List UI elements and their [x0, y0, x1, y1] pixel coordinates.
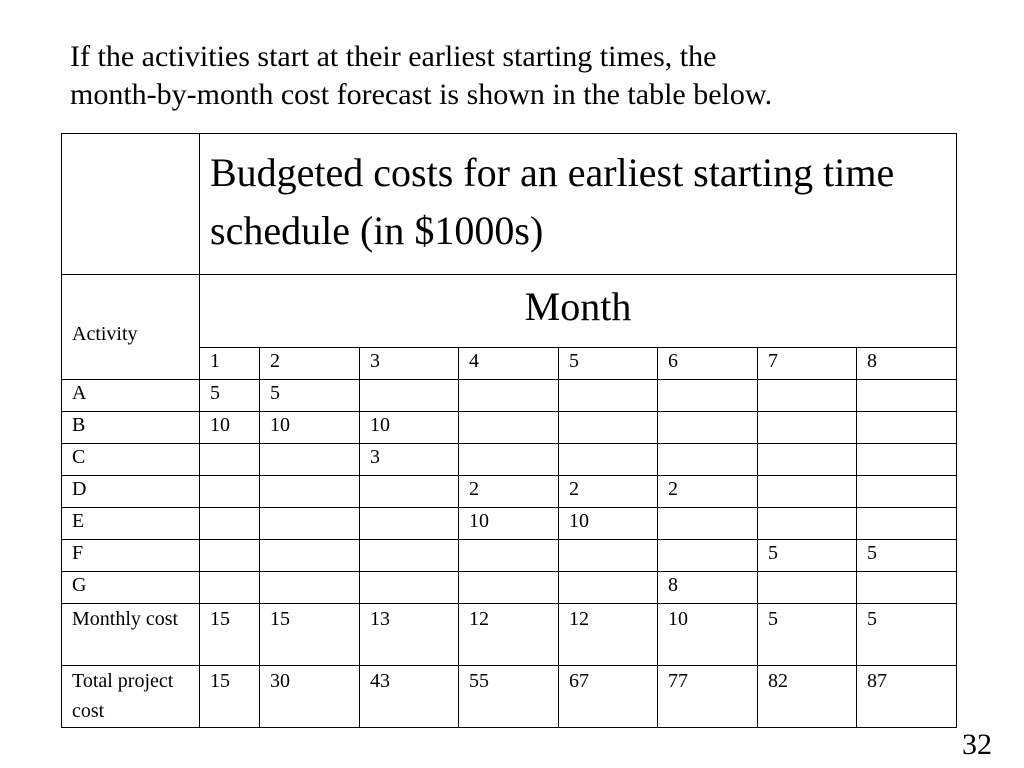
- row-label: G: [62, 572, 200, 604]
- cost-cell: [459, 540, 559, 572]
- cost-cell: 43: [360, 666, 459, 728]
- cost-cell: [758, 412, 857, 444]
- cost-cell: [260, 508, 360, 540]
- intro-line-2: month-by-month cost forecast is shown in the table below.: [70, 78, 773, 111]
- row-label: Total project cost: [62, 666, 200, 728]
- month-header-row: [62, 275, 957, 348]
- cost-cell: [260, 572, 360, 604]
- month-number: 5: [559, 348, 658, 380]
- row-label: D: [62, 476, 200, 508]
- cost-cell: [658, 380, 758, 412]
- month-number: 6: [658, 348, 758, 380]
- cost-cell: 55: [459, 666, 559, 728]
- cost-cell: 5: [857, 540, 957, 572]
- table-row: [62, 666, 957, 728]
- cost-cell: 2: [459, 476, 559, 508]
- cost-cell: 2: [559, 476, 658, 508]
- cost-cell: 30: [260, 666, 360, 728]
- cost-cell: 3: [360, 444, 459, 476]
- cost-cell: 15: [200, 604, 260, 666]
- cost-cell: 77: [658, 666, 758, 728]
- cost-cell: [200, 540, 260, 572]
- cost-cell: 13: [360, 604, 459, 666]
- activity-header: Activity: [62, 275, 200, 380]
- cost-cell: [459, 444, 559, 476]
- table-row: [62, 476, 957, 508]
- cost-cell: [200, 444, 260, 476]
- cost-cell: [559, 380, 658, 412]
- cost-cell: 2: [658, 476, 758, 508]
- cost-cell: [559, 540, 658, 572]
- table-title: Budgeted costs for an earliest starting time schedule (in $1000s): [200, 134, 957, 275]
- row-label: C: [62, 444, 200, 476]
- table-row: [62, 604, 957, 666]
- cost-cell: 10: [559, 508, 658, 540]
- cost-cell: [459, 380, 559, 412]
- cost-cell: 5: [260, 380, 360, 412]
- cost-cell: [360, 380, 459, 412]
- cost-cell: 5: [200, 380, 260, 412]
- cost-cell: [857, 572, 957, 604]
- cost-cell: [758, 572, 857, 604]
- cost-cell: [857, 508, 957, 540]
- month-number: 4: [459, 348, 559, 380]
- budget-table: [61, 133, 957, 728]
- cost-cell: [758, 508, 857, 540]
- cost-cell: 10: [260, 412, 360, 444]
- table-row: [62, 380, 957, 412]
- cost-cell: [857, 412, 957, 444]
- corner-cell: [62, 134, 200, 275]
- row-label: E: [62, 508, 200, 540]
- cost-cell: [200, 476, 260, 508]
- cost-cell: [758, 444, 857, 476]
- cost-cell: 67: [559, 666, 658, 728]
- month-number: 7: [758, 348, 857, 380]
- cost-cell: [658, 444, 758, 476]
- cost-cell: 10: [360, 412, 459, 444]
- table-row: [62, 508, 957, 540]
- cost-cell: [360, 476, 459, 508]
- cost-cell: 15: [200, 666, 260, 728]
- month-number: 1: [200, 348, 260, 380]
- table-row: [62, 540, 957, 572]
- intro-line-1: If the activities start at their earliest starting times, the: [70, 40, 717, 73]
- cost-cell: [459, 412, 559, 444]
- cost-cell: 10: [459, 508, 559, 540]
- cost-cell: 8: [658, 572, 758, 604]
- cost-cell: 10: [658, 604, 758, 666]
- cost-cell: [559, 444, 658, 476]
- table-title-row: [62, 134, 957, 275]
- cost-cell: 15: [260, 604, 360, 666]
- cost-cell: 10: [200, 412, 260, 444]
- cost-cell: [200, 508, 260, 540]
- cost-cell: 87: [857, 666, 957, 728]
- cost-cell: 5: [758, 540, 857, 572]
- slide-number: 32: [962, 728, 992, 761]
- table-row: [62, 412, 957, 444]
- cost-cell: [260, 540, 360, 572]
- row-label: B: [62, 412, 200, 444]
- cost-cell: 5: [758, 604, 857, 666]
- intro-text: [70, 38, 1010, 114]
- cost-cell: [857, 476, 957, 508]
- cost-cell: [459, 572, 559, 604]
- cost-cell: [559, 572, 658, 604]
- table-row: [62, 444, 957, 476]
- month-number: 8: [857, 348, 957, 380]
- row-label: A: [62, 380, 200, 412]
- cost-cell: [260, 476, 360, 508]
- cost-cell: [658, 508, 758, 540]
- cost-cell: [360, 572, 459, 604]
- cost-cell: [758, 476, 857, 508]
- cost-cell: [658, 412, 758, 444]
- row-label: F: [62, 540, 200, 572]
- cost-cell: [360, 540, 459, 572]
- cost-cell: 12: [559, 604, 658, 666]
- cost-cell: [857, 444, 957, 476]
- cost-cell: [200, 572, 260, 604]
- cost-cell: [260, 444, 360, 476]
- month-number: 2: [260, 348, 360, 380]
- cost-cell: [758, 380, 857, 412]
- row-label: Monthly cost: [62, 604, 200, 666]
- cost-cell: [658, 540, 758, 572]
- table-row: [62, 572, 957, 604]
- cost-cell: [360, 508, 459, 540]
- month-number: 3: [360, 348, 459, 380]
- cost-cell: 82: [758, 666, 857, 728]
- month-header: Month: [200, 275, 957, 348]
- cost-cell: [857, 380, 957, 412]
- cost-cell: 12: [459, 604, 559, 666]
- cost-cell: 5: [857, 604, 957, 666]
- cost-cell: [559, 412, 658, 444]
